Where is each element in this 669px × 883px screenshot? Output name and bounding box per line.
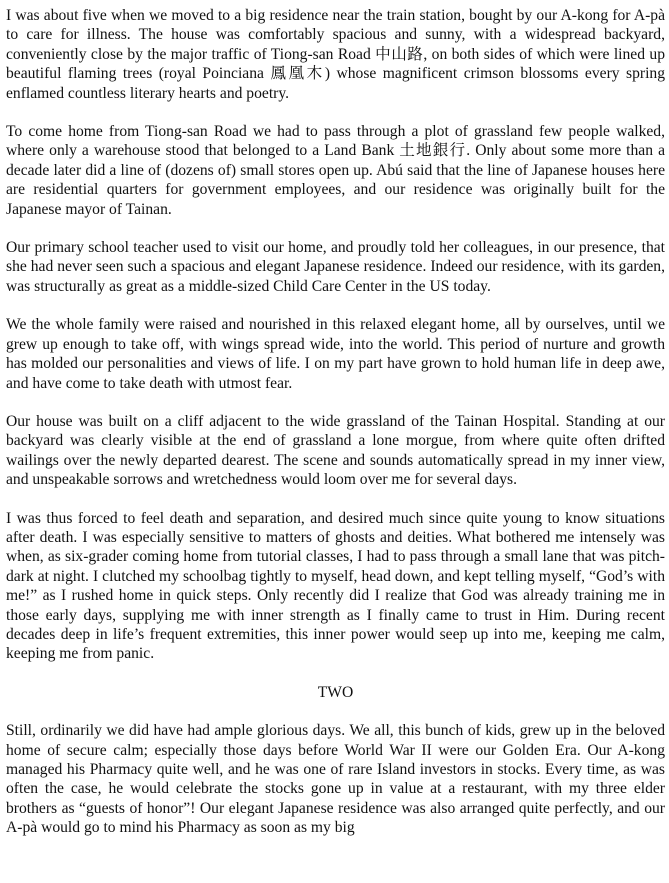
paragraph-family-home: We the whole family were raised and nourished in this relaxed elegant home, all by ourselves, until we grew up enough to take off, with wings spread wide, into the world. This period of nurture and growth has molded our personalities and views of life. I on my part have grown to hold human life in deep awe, and have come to take death with utmost fear. xyxy=(6,316,665,392)
paragraph-death-and-separation: I was thus forced to feel death and separation, and desired much since quite young to know situations after death. I was especially sensitive to matters of ghosts and deities. What bothered me intensely was when, as six-grader coming home from tutorial classes, I had to pass through a small lane that was pitch-dark at night. I clutched my schoolbag tightly to myself, head down, and kept telling myself, “God’s with me!” as I rushed home in quick steps. Only recently did I realize that God was already training me in those early days, supplying me with inner strength as I finally came to trust in Him. During recent decades deep in life’s frequent extremities, this inner power would seep up into me, keeping me calm, keeping me from panic. xyxy=(6,509,665,663)
section-heading: TWO xyxy=(317,683,354,701)
paragraph-moving-to-residence: I was about five when we moved to a big residence near the train station, bought by our A-kong for A-pà to care for illness. The house was comfortably spacious and sunny, with a widespread backyard, conveniently close by the major traffic of Tiong-san Road 中山路, on both sides of which were lined up beautiful flaming trees (royal Poinciana 鳳凰木) whose magnificent crimson blossoms every spring enflamed countless literary hearts and poetry. xyxy=(6,7,665,102)
paragraph-school-teacher: Our primary school teacher used to visit our home, and proudly told her colleagues, in our presence, that she had never seen such a spacious and elegant Japanese residence. Indeed our residence, with its garden, was structurally as great as a middle-sized Child Care Center in the US today. xyxy=(6,239,665,295)
paragraph-tiong-san-road: To come home from Tiong-san Road we had to pass through a plot of grassland few people walked, where only a warehouse stood that belonged to a Land Bank 土地銀行. Only about some more than a decade later did a line of (dozens of) small stores open up. Abú said that the line of Japanese houses here are residential quarters for government employees, and our residence was originally built for the Japanese mayor of Tainan. xyxy=(6,123,665,218)
paragraph-hospital-morgue: Our house was built on a cliff adjacent to the wide grassland of the Tainan Hospital. Standing at our backyard was clearly visible at the end of grassland a lone morgue, from where quite often drifted wailings over the newly departed dearest. The scene and sounds automatically spread in my inner view, and unspeakable sorrows and wretchedness would loom over me for several days. xyxy=(6,412,665,489)
paragraph-golden-era: Still, ordinarily we did have had ample glorious days. We all, this bunch of kids, grew up in the beloved home of secure calm; especially those days before World War II were our Golden Era. Our A-kong managed his Pharmacy quite well, and he was one of rare Island investors in stocks. Every time, as was often the case, he would celebrate the stocks gone up in value at a restaurant, with my three elder brothers as “guests of honor”! Our elegant Japanese residence was also arranged quite perfectly, and our A-pà would go to mind his Pharmacy as soon as my big xyxy=(6,722,665,837)
